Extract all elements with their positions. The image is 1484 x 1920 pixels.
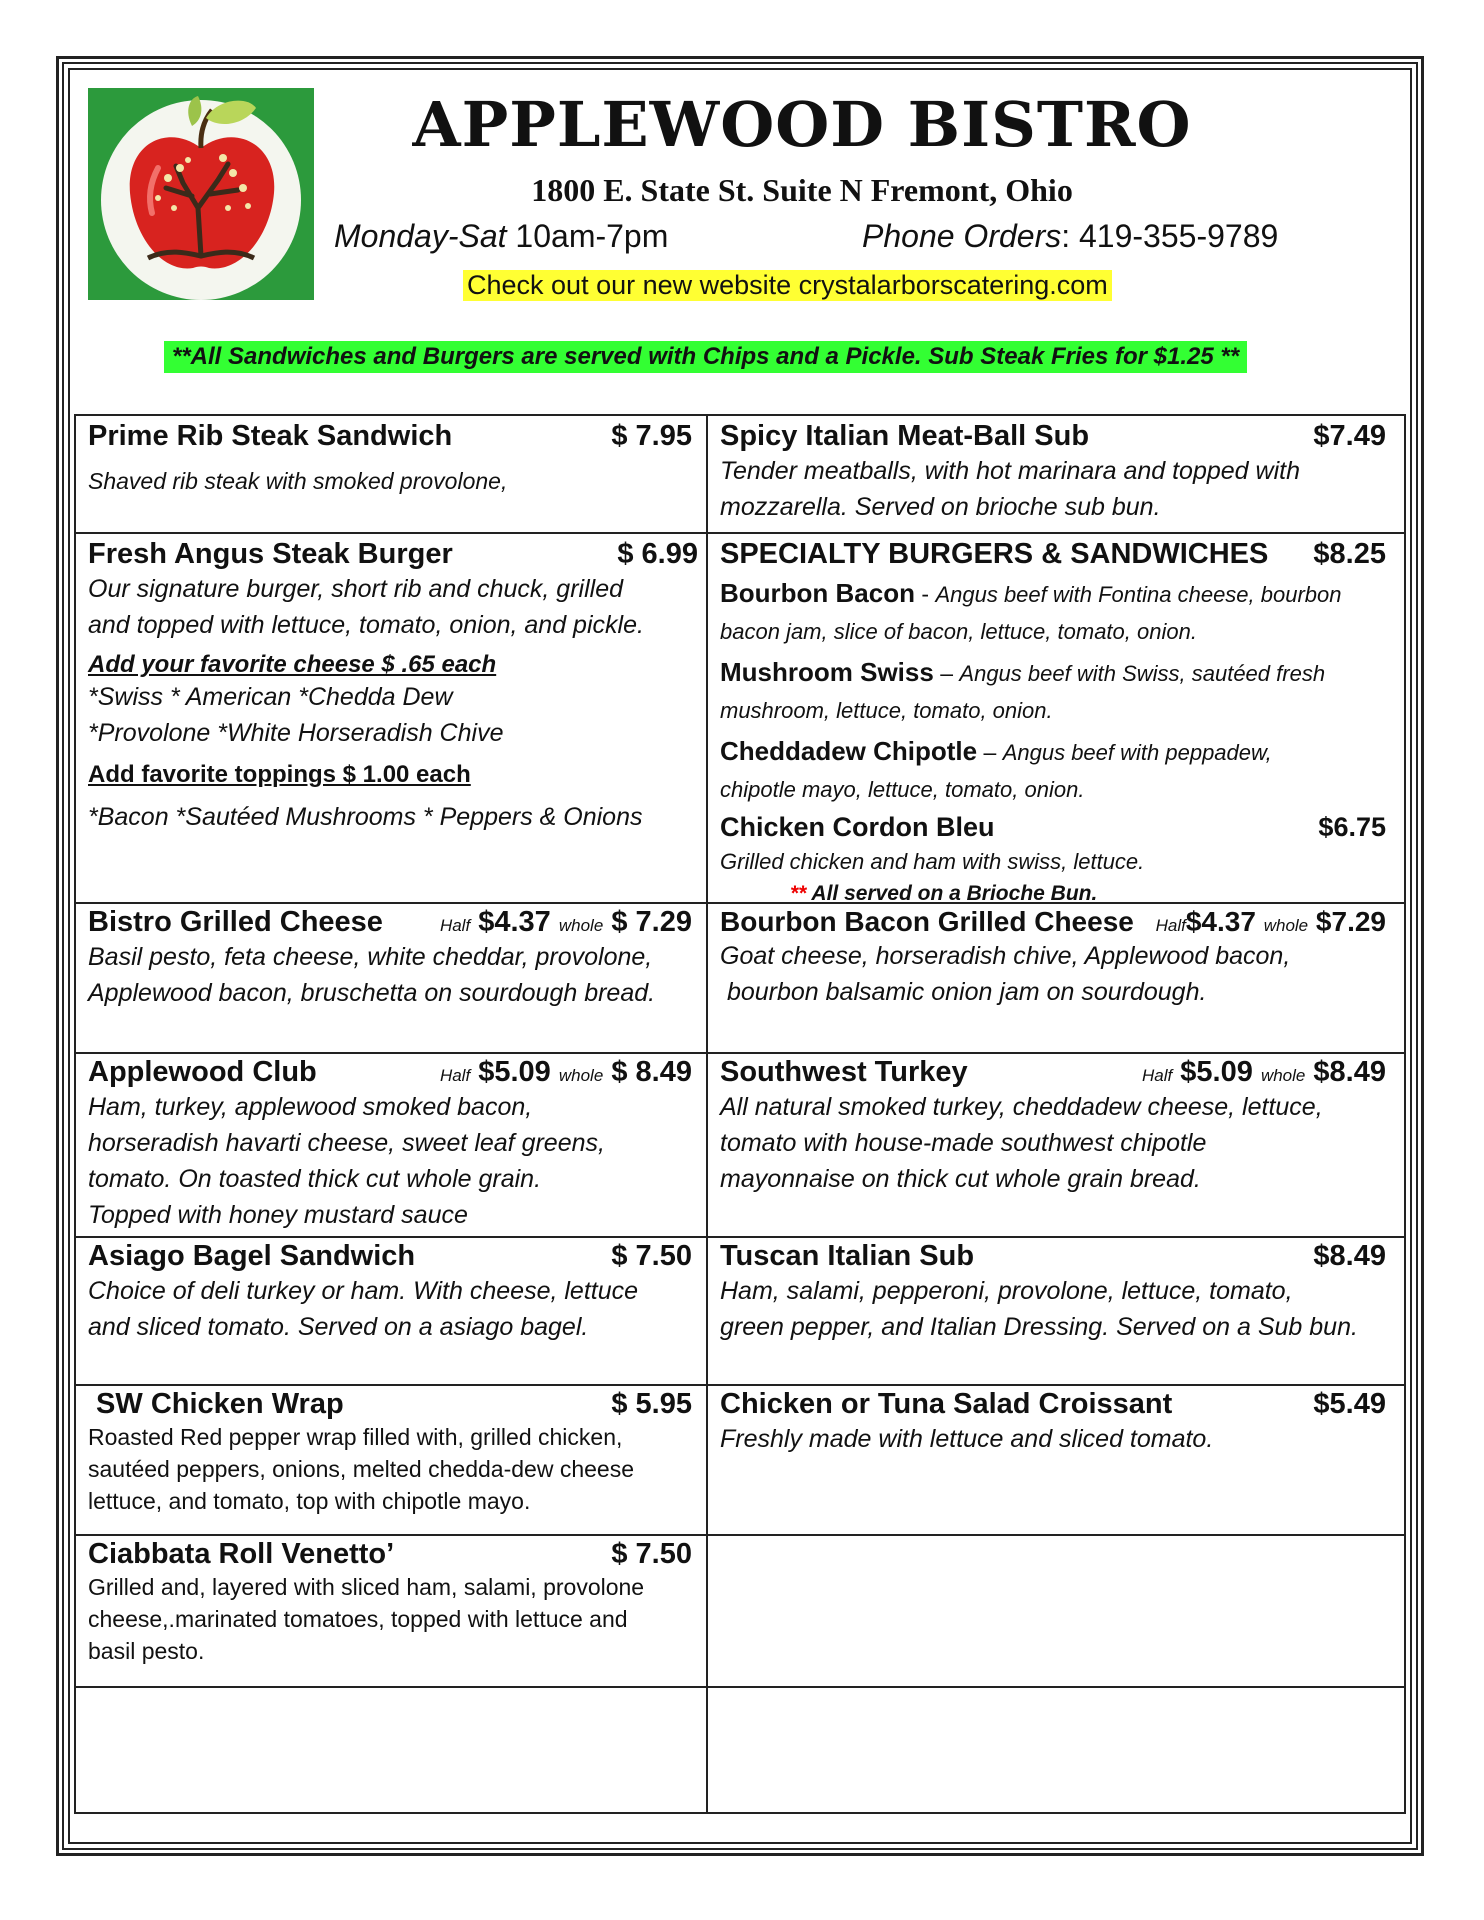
item-name: Chicken or Tuna Salad Croissant [720, 1388, 1173, 1420]
grid-divider [74, 1534, 1406, 1536]
separator: – [933, 660, 960, 686]
menu-item-bistro-grilled-cheese [88, 906, 692, 1011]
item-description: and topped with lettuce, tomato, onion, and pickle. [88, 611, 644, 639]
specialty-name: Cheddadew Chipotle [720, 736, 978, 766]
menu-item-salad-croissant [720, 1388, 1386, 1457]
item-price: $ 7.50 [611, 1240, 692, 1272]
half-label: Half [439, 916, 471, 935]
phone-orders [862, 218, 1278, 255]
whole-price: $ 8.49 [611, 1056, 692, 1088]
item-price: $6.75 [1318, 812, 1386, 842]
item-description: mayonnaise on thick cut whole grain bread. [720, 1165, 1201, 1193]
brioche-note: All served on a Brioche Bun. [806, 882, 1098, 905]
item-description: Freshly made with lettuce and sliced tomato. [720, 1425, 1214, 1453]
toppings-heading: Add favorite toppings $ 1.00 each [88, 761, 471, 788]
hours-label: Monday-Sat [334, 218, 507, 254]
item-price: $ 5.95 [611, 1388, 692, 1420]
specialty-description: Grilled chicken and ham with swiss, lettuce. [720, 849, 1145, 874]
item-price: $ 6.99 [617, 538, 698, 570]
menu-item-asiago-bagel [88, 1240, 692, 1345]
half-price: $5.09 [1180, 1056, 1253, 1088]
menu-section-specialty [720, 538, 1386, 908]
specialty-name: Mushroom Swiss [720, 657, 934, 687]
item-description: tomato. On toasted thick cut whole grain. [88, 1165, 542, 1193]
cheese-options: *Swiss * American *Chedda Dew [88, 683, 453, 711]
cheese-options: *Provolone *White Horseradish Chive [88, 719, 504, 747]
half-price: $4.37 [478, 906, 551, 938]
item-name: Asiago Bagel Sandwich [88, 1240, 416, 1272]
whole-price: $ 7.29 [611, 906, 692, 938]
item-price: $5.49 [1313, 1388, 1386, 1420]
separator: - [915, 581, 936, 607]
item-description: Grilled and, layered with sliced ham, salami, provolone [88, 1574, 645, 1600]
whole-price: $8.49 [1313, 1056, 1386, 1088]
grid-divider [74, 1686, 1406, 1688]
separator: – [977, 739, 1003, 765]
grid-divider [74, 1052, 1406, 1054]
item-name: Tuscan Italian Sub [720, 1240, 975, 1272]
specialty-name: Bourbon Bacon [720, 578, 915, 608]
menu-item-angus-burger [88, 538, 698, 835]
toppings-options: *Bacon *Sautéed Mushrooms * Peppers & Onions [88, 803, 643, 831]
half-label: Half [439, 1066, 471, 1085]
item-description: bourbon balsamic onion jam on sourdough. [720, 978, 1207, 1006]
specialty-description: chipotle mayo, lettuce, tomato, onion. [720, 777, 1085, 802]
item-description: cheese,.marinated tomatoes, topped with lettuce and [88, 1606, 628, 1632]
item-description: Topped with honey mustard sauce [88, 1201, 468, 1229]
item-description: Applewood bacon, bruschetta on sourdough bread. [88, 979, 656, 1007]
specialty-description: Angus beef with Swiss, sautéed fresh [959, 661, 1326, 686]
item-description: Roasted Red pepper wrap filled with, grilled chicken, [88, 1424, 623, 1450]
item-price: $ 7.95 [611, 420, 692, 452]
item-name: Fresh Angus Steak Burger [88, 538, 453, 570]
item-description: Our signature burger, short rib and chuck, grilled [88, 575, 623, 603]
item-name: Applewood Club [88, 1056, 317, 1088]
item-name: Ciabbata Roll Venetto’ [88, 1538, 395, 1570]
item-price: $8.49 [1313, 1240, 1386, 1272]
whole-price: $7.29 [1315, 906, 1386, 937]
opening-hours [334, 218, 668, 255]
item-description: horseradish havarti cheese, sweet leaf greens, [88, 1129, 605, 1157]
whole-label: whole [558, 916, 604, 935]
item-name: Spicy Italian Meat-Ball Sub [720, 420, 1090, 452]
phone-label: Phone Orders [862, 218, 1062, 254]
item-name: SW Chicken Wrap [88, 1388, 344, 1420]
specialty-description: Angus beef with peppadew, [1002, 740, 1272, 765]
item-name: Prime Rib Steak Sandwich [88, 420, 453, 452]
item-description: and sliced tomato. Served on a asiago bagel. [88, 1313, 589, 1341]
item-description: sautéed peppers, onions, melted chedda-dew cheese [88, 1456, 634, 1482]
item-description: All natural smoked turkey, cheddadew cheese, lettuce, [720, 1093, 1323, 1121]
item-description: lettuce, and tomato, top with chipotle mayo. [88, 1488, 531, 1514]
half-price: $4.37 [1185, 906, 1256, 937]
item-description: Shaved rib steak with smoked provolone, [88, 468, 508, 494]
item-description: Choice of deli turkey or ham. With cheese, lettuce [88, 1277, 639, 1305]
item-description: tomato with house-made southwest chipotle [720, 1129, 1207, 1157]
item-description: mozzarella. Served on brioche sub bun. [720, 493, 1161, 521]
item-name: Bistro Grilled Cheese [88, 906, 383, 938]
item-description: Goat cheese, horseradish chive, Applewood bacon, [720, 942, 1291, 970]
menu-item-sw-chicken-wrap [88, 1388, 692, 1517]
sides-notice: **All Sandwiches and Burgers are served with Chips and a Pickle. Sub Steak Fries for $1.25 ** [164, 341, 1247, 373]
item-description: green pepper, and Italian Dressing. Served on a Sub bun. [720, 1313, 1358, 1341]
item-name: Bourbon Bacon Grilled Cheese [720, 906, 1134, 937]
item-price: $ 7.50 [611, 1538, 692, 1570]
item-description: Ham, salami, pepperoni, provolone, lettuce, tomato, [720, 1277, 1293, 1305]
menu-item-ciabbata-roll [88, 1538, 692, 1667]
phone-value: : 419-355-9789 [1061, 218, 1279, 254]
menu-item-applewood-club [88, 1056, 692, 1233]
website-banner[interactable]: Check out our new website crystalarborscatering.com [463, 270, 1112, 301]
grid-divider [74, 1236, 1406, 1238]
section-price: $8.25 [1313, 538, 1386, 570]
item-name: Southwest Turkey [720, 1056, 968, 1088]
menu-item-bourbon-grilled-cheese [720, 906, 1386, 1010]
menu-item-prime-rib [88, 420, 692, 499]
specialty-description: Angus beef with Fontina cheese, bourbon [935, 582, 1342, 607]
cheese-heading: Add your favorite cheese $ .65 each [88, 651, 497, 678]
whole-label: whole [558, 1066, 604, 1085]
specialty-name: Chicken Cordon Bleu [720, 812, 995, 842]
menu-item-tuscan-sub [720, 1240, 1386, 1345]
hours-value: 10am-7pm [506, 218, 669, 254]
half-label: Half [1142, 1066, 1173, 1085]
whole-label: whole [1260, 1066, 1306, 1085]
grid-divider [74, 532, 1406, 534]
item-price: $7.49 [1313, 420, 1386, 452]
item-description: Basil pesto, feta cheese, white cheddar, provolone, [88, 943, 653, 971]
specialty-description: bacon jam, slice of bacon, lettuce, tomato, onion. [720, 619, 1197, 644]
section-name: SPECIALTY BURGERS & SANDWICHES [720, 538, 1269, 570]
item-description: Tender meatballs, with hot marinara and topped with [720, 457, 1300, 485]
menu-item-southwest-turkey [720, 1056, 1386, 1197]
item-description: basil pesto. [88, 1638, 205, 1664]
menu-item-meatball-sub [720, 420, 1386, 525]
whole-label: whole [1263, 916, 1309, 935]
restaurant-title: APPLEWOOD BISTRO [412, 88, 1192, 161]
restaurant-address: 1800 E. State St. Suite N Fremont, Ohio [531, 172, 1073, 208]
half-label: Half [1155, 916, 1186, 935]
grid-divider [74, 1384, 1406, 1386]
note-stars: ** [790, 882, 807, 905]
half-price: $5.09 [478, 1056, 551, 1088]
grid-divider-vertical [706, 414, 708, 1814]
specialty-description: mushroom, lettuce, tomato, onion. [720, 698, 1053, 723]
item-description: Ham, turkey, applewood smoked bacon, [88, 1093, 533, 1121]
